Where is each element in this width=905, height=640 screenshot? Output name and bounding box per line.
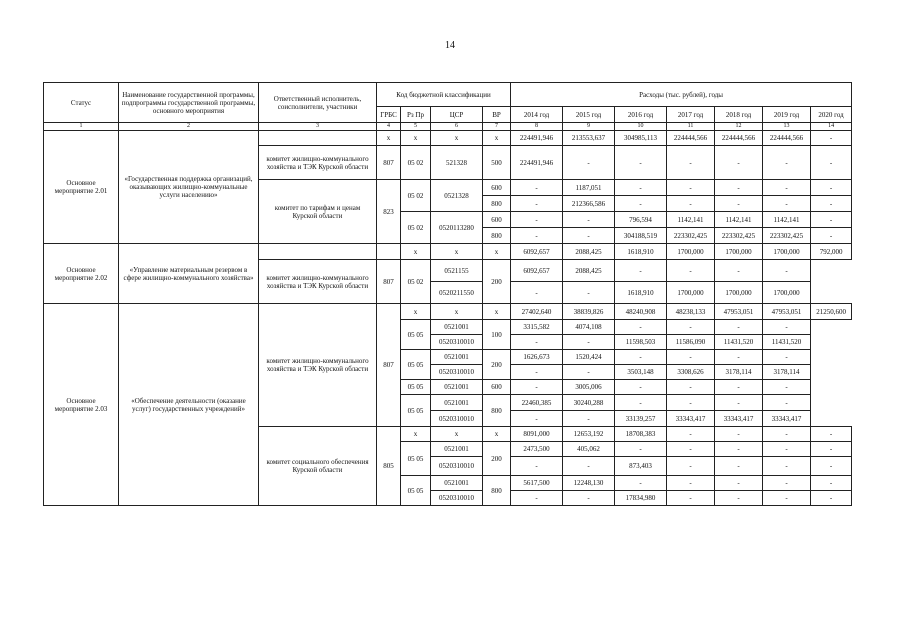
table-cell: -: [511, 457, 563, 476]
table-cell: 304188,519: [615, 228, 667, 244]
table-cell: 600: [483, 180, 511, 196]
table-cell: х: [483, 244, 511, 260]
table-cell: 11598,503: [615, 335, 667, 350]
table-cell: 1142,141: [667, 212, 715, 228]
table-cell: -: [667, 260, 715, 282]
table-cell: -: [511, 212, 563, 228]
column-number: 4: [377, 123, 401, 131]
table-cell: 0521155: [431, 260, 483, 282]
table-cell: 05 02: [401, 146, 431, 180]
table-cell: 1187,051: [563, 180, 615, 196]
year-header: 2015 год: [563, 107, 615, 123]
table-cell: 0520310010: [431, 335, 483, 350]
table-cell: 21250,600: [811, 304, 852, 320]
table-cell: х: [483, 427, 511, 442]
table-cell: 1700,000: [715, 244, 763, 260]
table-cell: 1142,141: [715, 212, 763, 228]
table-cell: 17834,980: [615, 491, 667, 506]
table-cell: -: [667, 476, 715, 491]
table-cell: 11431,520: [715, 335, 763, 350]
column-number: 3: [259, 123, 377, 131]
table-cell: 3005,006: [563, 380, 615, 395]
table-cell: -: [615, 320, 667, 335]
table-cell: 05 05: [401, 442, 431, 476]
table-cell: -: [811, 131, 852, 146]
table-cell: 224444,566: [763, 131, 811, 146]
table-cell: 223302,425: [667, 228, 715, 244]
table-cell: -: [563, 335, 615, 350]
table-cell: 2473,500: [511, 442, 563, 457]
table-cell: -: [563, 411, 615, 427]
table-cell: 0520211550: [431, 282, 483, 304]
table-cell: 212366,586: [563, 196, 615, 212]
table-cell: 200: [483, 260, 511, 304]
table-cell: -: [811, 228, 852, 244]
table-cell: -: [615, 146, 667, 180]
table-cell: -: [715, 395, 763, 411]
table-cell: -: [715, 476, 763, 491]
table-cell: -: [615, 260, 667, 282]
table-cell: 0520310010: [431, 457, 483, 476]
table-cell: -: [511, 335, 563, 350]
table-cell: 792,000: [811, 244, 852, 260]
table-cell: 11586,090: [667, 335, 715, 350]
table-cell: 224491,946: [511, 146, 563, 180]
table-cell: -: [615, 395, 667, 411]
table-cell: [811, 260, 852, 304]
table-cell: 8091,000: [511, 427, 563, 442]
column-number: 1: [44, 123, 119, 131]
table-cell: -: [763, 457, 811, 476]
table-cell: -: [511, 380, 563, 395]
executor-cell: [259, 244, 377, 260]
table-cell: 12248,130: [563, 476, 615, 491]
table-cell: -: [667, 350, 715, 365]
table-cell: -: [667, 180, 715, 196]
table-cell: -: [511, 180, 563, 196]
table-cell: х: [401, 304, 431, 320]
table-cell: 1700,000: [715, 282, 763, 304]
table-cell: 500: [483, 146, 511, 180]
table-cell: -: [615, 476, 667, 491]
table-cell: -: [563, 491, 615, 506]
expenses-header: Расходы (тыс. рублей), годы: [511, 83, 852, 107]
table-cell: 521328: [431, 146, 483, 180]
table-cell: -: [811, 442, 852, 457]
table-cell: -: [511, 411, 563, 427]
table-cell: -: [763, 491, 811, 506]
table-cell: -: [811, 427, 852, 442]
executor-cell: комитет жилищно-коммунального хозяйства и ТЭК Курской области: [259, 146, 377, 180]
table-cell: -: [715, 350, 763, 365]
table-cell: 3503,148: [615, 365, 667, 380]
table-cell: 0521001: [431, 395, 483, 411]
table-cell: 200: [483, 350, 511, 380]
executor-cell: комитет социального обеспечения Курской области: [259, 427, 377, 506]
table-cell: -: [615, 380, 667, 395]
table-cell: -: [715, 196, 763, 212]
table-cell: 600: [483, 380, 511, 395]
table-cell: х: [431, 131, 483, 146]
table-cell: 223302,425: [763, 228, 811, 244]
table-cell: -: [811, 491, 852, 506]
table-cell: 224444,566: [667, 131, 715, 146]
table-cell: -: [763, 442, 811, 457]
table-cell: 33343,417: [715, 411, 763, 427]
table-cell: -: [563, 457, 615, 476]
table-cell: 30240,288: [563, 395, 615, 411]
column-number: 5: [401, 123, 431, 131]
table-cell: 800: [483, 395, 511, 427]
table-cell: -: [667, 442, 715, 457]
table-cell: х: [431, 427, 483, 442]
table-cell: 3308,626: [667, 365, 715, 380]
budget-table: [43, 82, 852, 506]
table-cell: -: [615, 180, 667, 196]
table-cell: 12653,192: [563, 427, 615, 442]
event-name-cell: «Государственная поддержка организаций, оказывающих жилищно-коммунальные услуги населению»: [119, 131, 259, 244]
table-cell: -: [511, 491, 563, 506]
table-cell: -: [667, 491, 715, 506]
header-row: [44, 83, 852, 107]
table-cell: 05 02: [401, 212, 431, 244]
table-cell: -: [563, 212, 615, 228]
status-cell: Основное мероприятие 2.03: [44, 304, 119, 506]
table-cell: -: [715, 491, 763, 506]
table-cell: 100: [483, 320, 511, 350]
table-cell: -: [715, 380, 763, 395]
table-cell: 0521001: [431, 380, 483, 395]
table-cell: 1700,000: [763, 282, 811, 304]
table-row: [44, 131, 852, 146]
table-cell: -: [715, 457, 763, 476]
table-cell: -: [715, 320, 763, 335]
table-cell: 823: [377, 180, 401, 244]
table-cell: 3178,114: [763, 365, 811, 380]
table-cell: -: [667, 196, 715, 212]
table-cell: 224491,946: [511, 131, 563, 146]
table-cell: -: [563, 146, 615, 180]
table-cell: 22460,385: [511, 395, 563, 411]
name-header: Наименование государственной программы, подпрограммы государственной программы, основного мероприятия: [119, 83, 259, 123]
year-header: 2017 год: [667, 107, 715, 123]
table-cell: 224444,566: [715, 131, 763, 146]
table-cell: -: [763, 395, 811, 411]
table-cell: 1700,000: [763, 244, 811, 260]
table-cell: 1142,141: [763, 212, 811, 228]
table-cell: 05 02: [401, 260, 431, 304]
table-cell: -: [763, 380, 811, 395]
table-cell: 0521328: [431, 180, 483, 212]
table-cell: -: [667, 146, 715, 180]
executor-header: Ответственный исполнитель, соисполнители, участники: [259, 83, 377, 123]
table-cell: 2088,425: [563, 260, 615, 282]
column-number: 14: [811, 123, 852, 131]
table-cell: 304985,113: [615, 131, 667, 146]
table-cell: х: [401, 244, 431, 260]
table-cell: 2088,425: [563, 244, 615, 260]
table-cell: х: [377, 131, 401, 146]
table-cell: -: [563, 228, 615, 244]
table-cell: 1700,000: [667, 244, 715, 260]
table-cell: 05 02: [401, 180, 431, 212]
table-cell: 05 05: [401, 380, 431, 395]
table-cell: 5617,500: [511, 476, 563, 491]
table-cell: 0520113280: [431, 212, 483, 244]
table-cell: 18708,383: [615, 427, 667, 442]
executor-cell: комитет жилищно-коммунального хозяйства и ТЭК Курской области: [259, 304, 377, 427]
table-cell: 6092,657: [511, 260, 563, 282]
table-cell: -: [811, 146, 852, 180]
table-cell: х: [431, 244, 483, 260]
table-cell: 800: [483, 476, 511, 506]
table-cell: -: [763, 320, 811, 335]
table-cell: -: [715, 146, 763, 180]
table-cell: 807: [377, 260, 401, 304]
table-cell: -: [715, 260, 763, 282]
grbs-header: ГРБС: [377, 107, 401, 123]
table-cell: 4074,108: [563, 320, 615, 335]
table-cell: [811, 320, 852, 427]
table-cell: -: [715, 442, 763, 457]
table-cell: 1700,000: [667, 282, 715, 304]
column-number: 9: [563, 123, 615, 131]
table-cell: 3178,114: [715, 365, 763, 380]
executor-cell: комитет жилищно-коммунального хозяйства и ТЭК Курской области: [259, 260, 377, 304]
column-number: 8: [511, 123, 563, 131]
table-cell: 800: [483, 196, 511, 212]
table-cell: 796,594: [615, 212, 667, 228]
column-number: 13: [763, 123, 811, 131]
table-cell: -: [615, 350, 667, 365]
table-cell: 807: [377, 146, 401, 180]
table-cell: 1618,910: [615, 244, 667, 260]
table-cell: -: [811, 196, 852, 212]
table-cell: -: [667, 380, 715, 395]
table-cell: 0521001: [431, 320, 483, 335]
table-cell: -: [763, 260, 811, 282]
table-cell: -: [811, 180, 852, 196]
table-cell: х: [401, 131, 431, 146]
table-cell: 873,403: [615, 457, 667, 476]
table-cell: 48240,908: [615, 304, 667, 320]
table-cell: 47953,051: [715, 304, 763, 320]
table-cell: 213553,637: [563, 131, 615, 146]
table-cell: 05 05: [401, 476, 431, 506]
table-cell: 27402,640: [511, 304, 563, 320]
column-number: 2: [119, 123, 259, 131]
table-cell: -: [563, 365, 615, 380]
table-cell: х: [401, 427, 431, 442]
table-row: [44, 304, 852, 320]
table-cell: 223302,425: [715, 228, 763, 244]
table-cell: 0520310010: [431, 491, 483, 506]
table-cell: -: [763, 196, 811, 212]
table-cell: 33343,417: [763, 411, 811, 427]
table-cell: 200: [483, 442, 511, 476]
table-cell: -: [763, 476, 811, 491]
column-number: 12: [715, 123, 763, 131]
table-cell: -: [715, 427, 763, 442]
year-header: 2019 год: [763, 107, 811, 123]
year-header: 2014 год: [511, 107, 563, 123]
table-cell: -: [511, 228, 563, 244]
table-cell: [377, 244, 401, 260]
year-header: 2018 год: [715, 107, 763, 123]
table-cell: 0521001: [431, 442, 483, 457]
table-cell: -: [615, 442, 667, 457]
column-number: 10: [615, 123, 667, 131]
event-name-cell: «Обеспечение деятельности (оказание услуг) государственных учреждений»: [119, 304, 259, 506]
table-cell: -: [667, 395, 715, 411]
table-cell: -: [763, 350, 811, 365]
table-cell: 05 05: [401, 395, 431, 427]
table-cell: 3315,582: [511, 320, 563, 335]
table-cell: -: [615, 196, 667, 212]
table-cell: -: [667, 457, 715, 476]
table-cell: -: [511, 196, 563, 212]
table-cell: -: [763, 180, 811, 196]
column-number: 7: [483, 123, 511, 131]
table-cell: -: [715, 180, 763, 196]
table-cell: -: [763, 427, 811, 442]
column-number-row: [44, 123, 852, 131]
budget-code-header: Код бюджетной классификации: [377, 83, 511, 107]
column-number: 6: [431, 123, 483, 131]
page-number: 14: [445, 40, 455, 51]
table-cell: 11431,520: [763, 335, 811, 350]
table-cell: 0521001: [431, 476, 483, 491]
table-cell: 805: [377, 427, 401, 506]
status-cell: Основное мероприятие 2.01: [44, 131, 119, 244]
table-cell: 600: [483, 212, 511, 228]
table-cell: -: [763, 146, 811, 180]
table-cell: 0520310010: [431, 411, 483, 427]
year-header: 2020 год: [811, 107, 852, 123]
executor-cell: [259, 131, 377, 146]
table-cell: -: [811, 476, 852, 491]
table-cell: -: [667, 427, 715, 442]
table-cell: 1618,910: [615, 282, 667, 304]
table-cell: -: [667, 320, 715, 335]
table-cell: 405,062: [563, 442, 615, 457]
status-cell: Основное мероприятие 2.02: [44, 244, 119, 304]
executor-cell: комитет по тарифам и ценам Курской области: [259, 180, 377, 244]
event-name-cell: «Управление материальным резервом в сфере жилищно-коммунального хозяйства»: [119, 244, 259, 304]
table-cell: х: [483, 131, 511, 146]
table-cell: -: [563, 282, 615, 304]
status-header: Статус: [44, 83, 119, 123]
column-number: 11: [667, 123, 715, 131]
table-cell: 48238,133: [667, 304, 715, 320]
table-cell: -: [511, 282, 563, 304]
table-cell: -: [811, 457, 852, 476]
csr-header: ЦСР: [431, 107, 483, 123]
table-cell: 1626,673: [511, 350, 563, 365]
table-cell: 0520310010: [431, 365, 483, 380]
table-cell: 05 05: [401, 320, 431, 350]
table-cell: -: [511, 365, 563, 380]
table-cell: -: [811, 212, 852, 228]
table-cell: 47953,051: [763, 304, 811, 320]
table-cell: 05 05: [401, 350, 431, 380]
rzpr-header: Рз Пр: [401, 107, 431, 123]
table-cell: х: [483, 304, 511, 320]
table-cell: 807: [377, 304, 401, 427]
table-cell: 38839,826: [563, 304, 615, 320]
table-cell: 6092,657: [511, 244, 563, 260]
table-cell: 0521001: [431, 350, 483, 365]
table-cell: 33139,257: [615, 411, 667, 427]
table-row: [44, 244, 852, 260]
table-cell: х: [431, 304, 483, 320]
table-cell: 1520,424: [563, 350, 615, 365]
year-header: 2016 год: [615, 107, 667, 123]
table-cell: 800: [483, 228, 511, 244]
vr-header: ВР: [483, 107, 511, 123]
table-cell: 33343,417: [667, 411, 715, 427]
